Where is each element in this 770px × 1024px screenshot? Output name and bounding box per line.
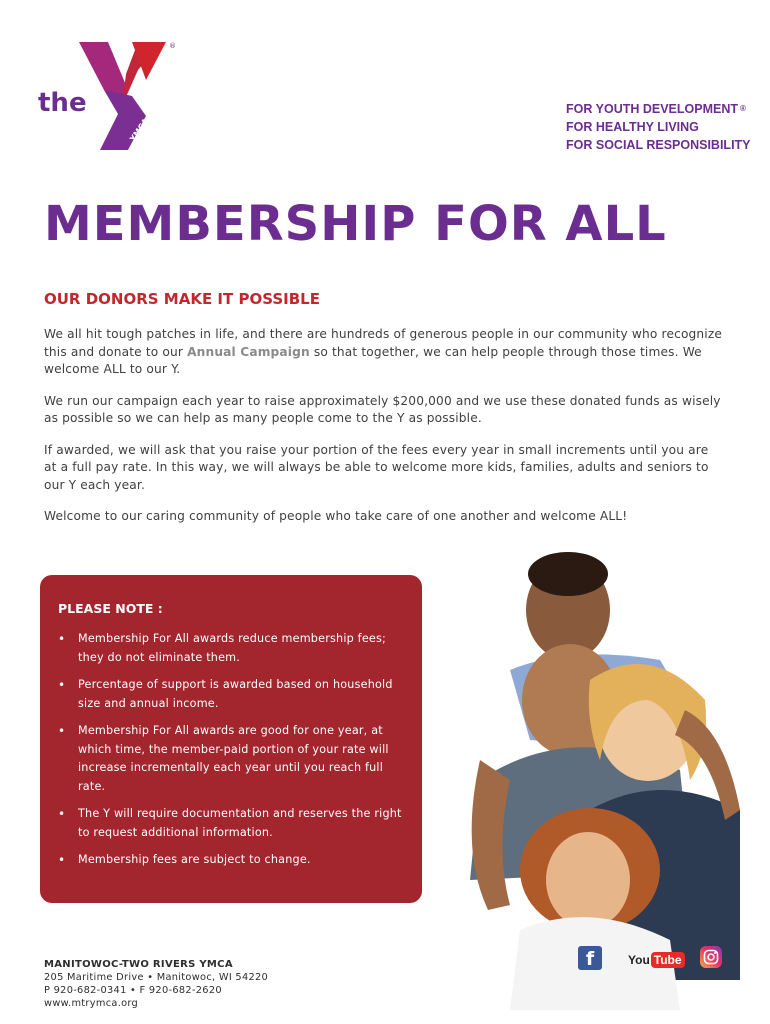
page-title: MEMBERSHIP FOR ALL	[44, 196, 667, 252]
footer-phone: P 920-682-0341 • F 920-682-2620	[44, 985, 222, 996]
page-subtitle: OUR DONORS MAKE IT POSSIBLE	[44, 290, 320, 308]
footer-contact	[44, 958, 268, 1010]
footer-website-link[interactable]: www.mtrymca.org	[44, 998, 139, 1009]
tagline-line-2: FOR HEALTHY LIVING	[566, 120, 699, 134]
family-photo	[440, 550, 750, 1010]
note-item: • The Y will require documentation and reserves the right to request additional information.	[58, 805, 404, 842]
tagline-line-3: FOR SOCIAL RESPONSIBILITY	[566, 138, 751, 152]
footer-address: 205 Maritime Drive • Manitowoc, WI 54220	[44, 972, 269, 983]
tagline-line-1: FOR YOUTH DEVELOPMENT ®	[566, 102, 746, 116]
note-list	[58, 630, 404, 870]
logo-sub: YMCA	[128, 116, 151, 144]
note-item: • Percentage of support is awarded based on household size and annual income.	[58, 676, 404, 713]
paragraph-4: Welcome to our caring community of people who take care of one another and welcome ALL!	[44, 509, 628, 523]
facebook-icon[interactable]: f	[578, 946, 602, 970]
body-text	[44, 326, 724, 540]
footer-org: MANITOWOC-TWO RIVERS YMCA	[44, 959, 233, 970]
note-title: PLEASE NOTE :	[58, 601, 163, 616]
note-item: • Membership For All awards reduce membership fees; they do not eliminate them.	[58, 630, 404, 667]
paragraph-3: If awarded, we will ask that you raise your portion of the fees every year in small increments until you are at a full pay rate. In this way, we will always be able to welcome more kids, families, adults and seniors to our Y each year.	[44, 442, 709, 492]
tagline	[566, 100, 751, 154]
paragraph-2: We run our campaign each year to raise approximately $200,000 and we use these donated funds as wisely as possible so we can help as many people come to the Y as possible.	[44, 393, 721, 425]
please-note-box	[40, 575, 422, 903]
ymca-logo-icon	[36, 38, 186, 153]
youtube-icon[interactable]: You Tube	[628, 952, 685, 968]
note-item: • Membership fees are subject to change.	[58, 851, 404, 870]
logo-registered: ®	[169, 42, 176, 50]
annual-campaign-link[interactable]: Annual Campaign	[187, 344, 310, 359]
note-item: • Membership For All awards are good for one year, at which time, the member-paid portion of your rate will increase incrementally each year until you reach full rate.	[58, 722, 404, 796]
instagram-icon[interactable]	[700, 946, 722, 968]
paragraph-1: We all hit tough patches in life, and there are hundreds of generous people in our community who recognize this and donate to our Annual Campaign so that together, we can help people through those times. We welcome ALL to our Y.	[44, 327, 723, 376]
logo-word: the	[38, 88, 87, 118]
